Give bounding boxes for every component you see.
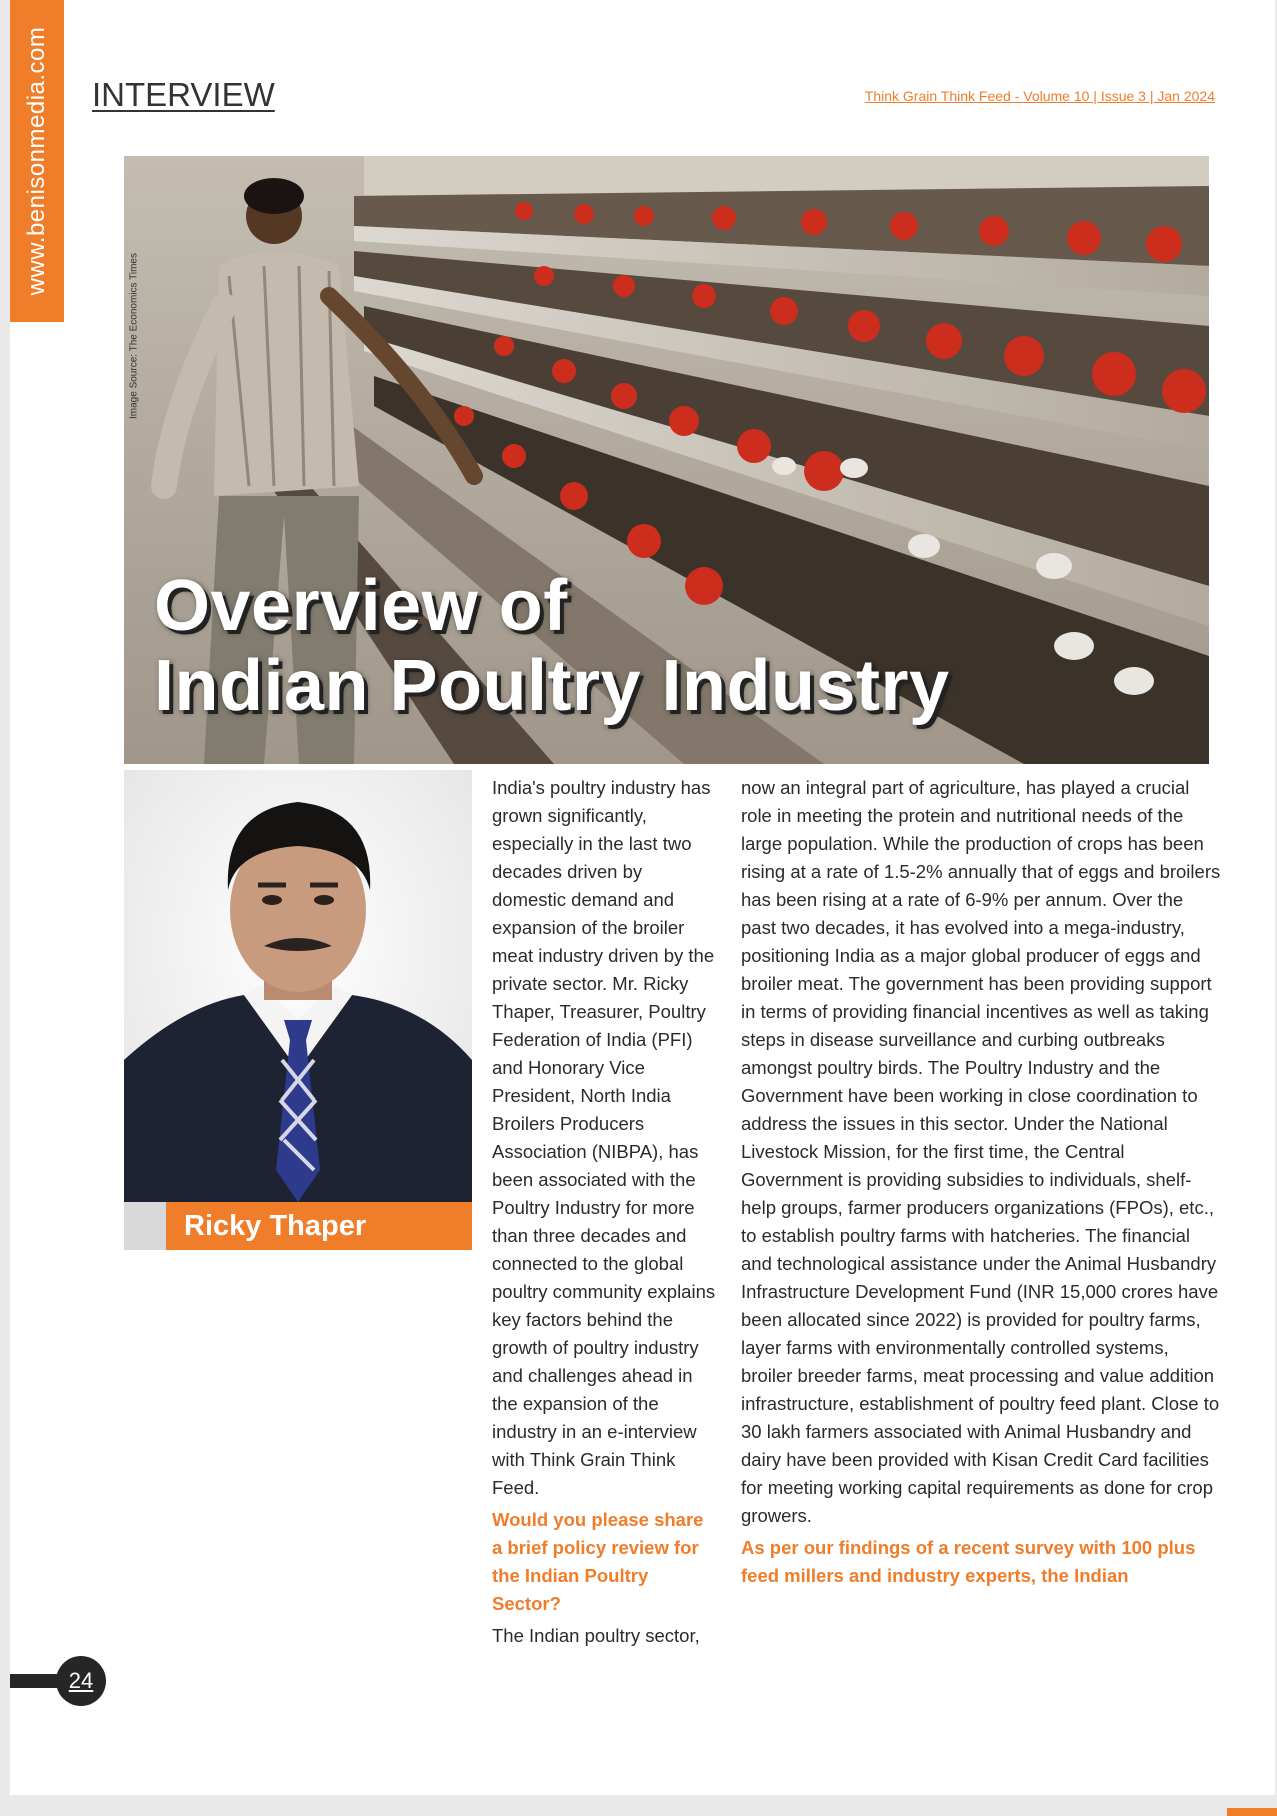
- answer-1-continued: now an integral part of agriculture, has played a crucial role in meeting the protein and nutritional needs of the large population. While the production of crops has been rising at a rate of 1.5-2% annually that of eggs and broilers has been rising at a rate of 6-9% per annum. Over the past two decades, it has evolved into a mega-industry, positioning India as a major global producer of eggs and broiler meat. The government has been providing support in terms of providing financial incentives as well as taking steps in disease surveillance and curbing outbreaks amongst poultry birds. The Poultry Industry and the Government have been working in close coordination to address the issues in this sector. Under the National Livestock Mission, for the first time, the Central Government is providing subsidies to individuals, shelf-help groups, farmer producers organizations (FPOs), etc., to establish poultry farms with hatcheries. The financial and technological assistance under the Animal Husbandry Infrastructure Development Fund (INR 15,000 crores have been allocated since 2022) is provided for poultry farms, layer farms with environmentally controlled systems, broiler breeder farms, meat processing and value addition infrastructure, establishment of poultry feed plant. Close to 30 lakh farmers associated with Animal Husbandry and dairy have been provided with Kisan Credit Card facilities for meeting working capital requirements as done for crop growers.: [741, 777, 1221, 1526]
- question-1: Would you please share a brief policy review for the Indian Poultry Sector?: [492, 1509, 704, 1614]
- issue-info-link[interactable]: Think Grain Think Feed - Volume 10 | Issue 3 | Jan 2024: [864, 88, 1215, 104]
- intro-paragraph: India's poultry industry has grown significantly, especially in the last two decades driven by domestic demand and expansion of the broiler meat industry driven by the private sector. Mr. Ricky Thaper, Treasurer, Poultry Federation of India (PFI) and Honorary Vice President, North India Broilers Producers Association (NIBPA), has been associated with the Poultry Industry for more than three decades and connected to the global poultry community explains key factors behind the growth of poultry industry and challenges ahead in the expansion of the industry in an e-interview with Think Grain Think Feed.: [492, 777, 716, 1498]
- magazine-page: [10, 0, 1275, 1795]
- website-sidebar-strip: [10, 0, 64, 322]
- page-number[interactable]: 24: [56, 1656, 106, 1706]
- bottom-accent: [1227, 1808, 1277, 1816]
- article-column-1: [492, 774, 718, 1650]
- name-caption: [124, 1202, 472, 1250]
- portrait-illustration: [124, 770, 472, 1202]
- article-title-line-2: Indian Poultry Industry: [154, 646, 950, 726]
- section-label: INTERVIEW: [92, 76, 275, 113]
- article-title: [154, 566, 950, 726]
- article-column-2: [741, 774, 1221, 1594]
- question-2: As per our findings of a recent survey with 100 plus feed millers and industry experts, the Indian: [741, 1537, 1196, 1586]
- website-url[interactable]: www.benisonmedia.com: [23, 26, 50, 296]
- answer-1-start: The Indian poultry sector,: [492, 1625, 700, 1646]
- article-title-line-1: Overview of: [154, 566, 568, 646]
- hero-image: [124, 156, 1209, 764]
- image-credit: Image Source: The Economics Times: [128, 253, 140, 419]
- interviewee-name: Ricky Thaper: [166, 1202, 472, 1250]
- interviewee-photo: [124, 770, 472, 1202]
